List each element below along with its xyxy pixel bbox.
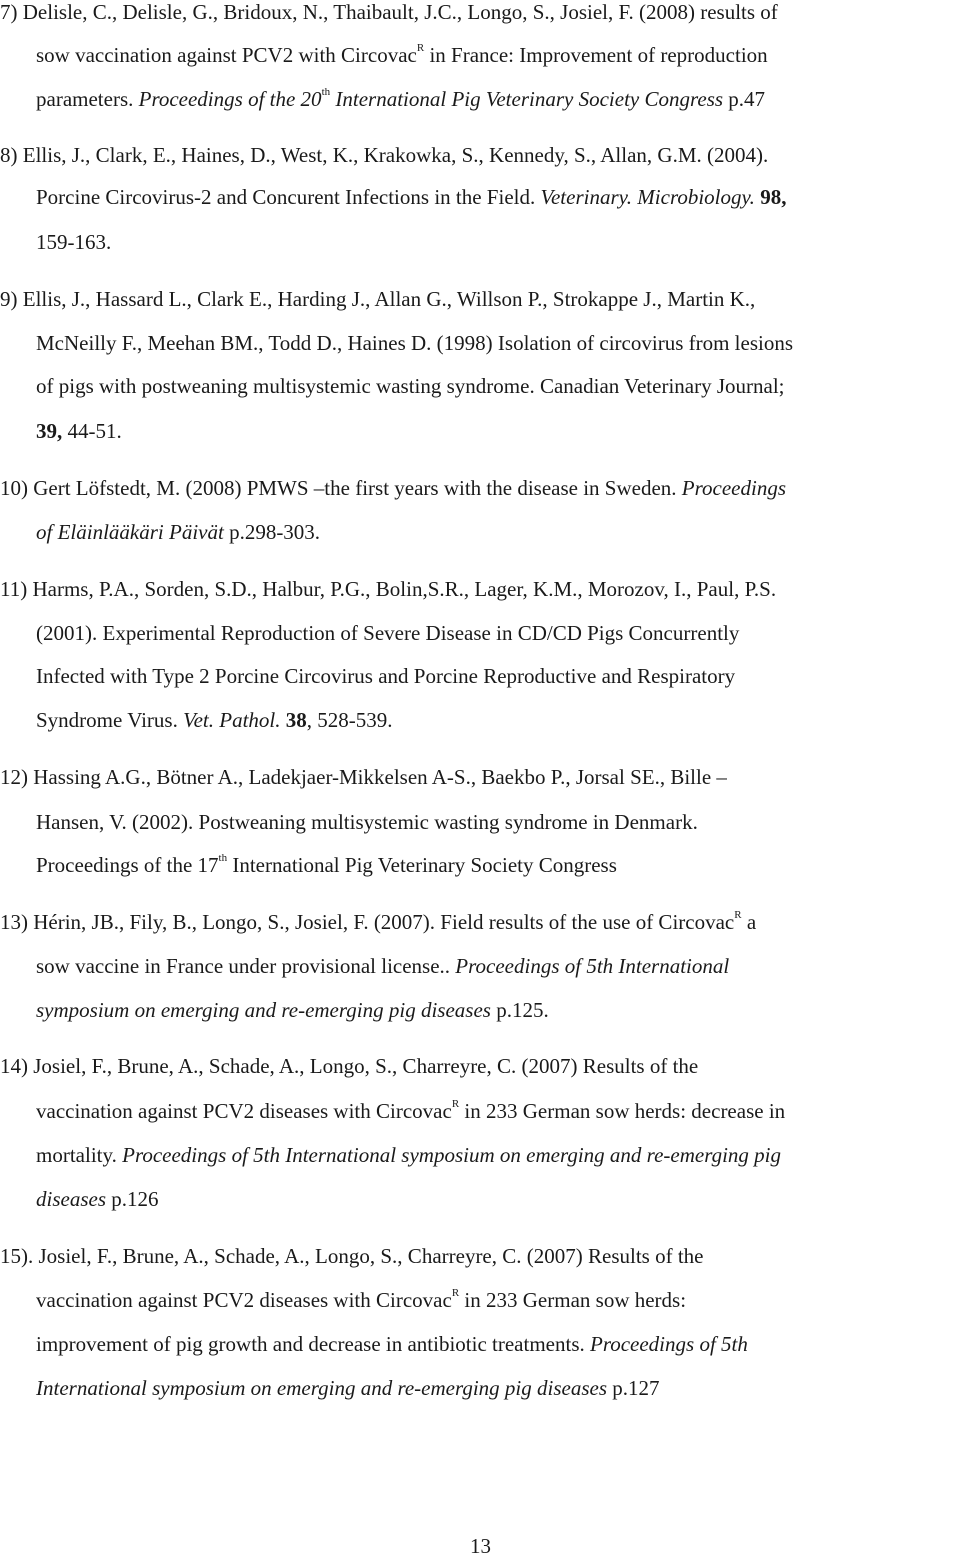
reference-text: Hansen, V. (2002). Postweaning multisystemic wasting syndrome in Denmark. — [36, 810, 698, 834]
reference-text: mortality. — [36, 1143, 123, 1167]
reference-line — [36, 187, 786, 208]
reference-text: of pigs with postweaning multisystemic wasting syndrome. Canadian Veterinary Journal; — [36, 374, 785, 398]
superscript-text: R — [451, 1098, 460, 1110]
reference-line — [0, 1056, 698, 1077]
reference-line — [0, 909, 757, 934]
reference-line — [36, 956, 729, 977]
reference-text: p.126 — [106, 1187, 159, 1211]
reference-text: 7) Delisle, C., Delisle, G., Bridoux, N., Thaibault, J.C., Longo, S., Josiel, F. (2008) results of — [0, 0, 778, 24]
reference-text: Proceedings of 5th — [590, 1332, 748, 1356]
reference-text: 12) Hassing A.G., Bötner A., Ladekjaer-Mikkelsen A-S., Baekbo P., Jorsal SE., Bille – — [0, 765, 727, 789]
reference-line — [36, 852, 617, 877]
reference-text: p.125. — [490, 998, 549, 1022]
reference-line — [0, 579, 776, 600]
reference-line — [36, 623, 739, 644]
reference-text: a — [741, 910, 757, 934]
reference-text: Veterinary. Microbiology. — [540, 185, 755, 209]
reference-text: in 233 German sow herds: decrease in — [459, 1099, 786, 1123]
superscript-text: th — [321, 86, 331, 98]
reference-line — [36, 1334, 748, 1355]
reference-line — [36, 522, 320, 543]
reference-text: p.47 — [723, 87, 766, 111]
reference-line — [36, 1098, 786, 1123]
reference-text: sow vaccine in France under provisional license.. — [36, 954, 456, 978]
reference-text: Proceedings of the 20 — [138, 87, 322, 111]
superscript-text: R — [734, 909, 742, 921]
reference-text: 159-163. — [36, 230, 112, 254]
reference-line — [36, 1287, 687, 1312]
reference-line — [36, 421, 122, 442]
reference-line — [0, 1246, 704, 1267]
reference-line — [36, 232, 111, 253]
reference-text: diseases — [36, 1187, 106, 1211]
reference-text: in France: Improvement of reproduction — [424, 43, 768, 67]
reference-text: 13) Hérin, JB., Fily, B., Longo, S., Josiel, F. (2007). Field results of the use of Circovac — [0, 910, 735, 934]
reference-text: in 233 German sow herds: — [459, 1288, 687, 1312]
superscript-text: R — [416, 42, 425, 54]
reference-line — [0, 2, 778, 23]
reference-text: Vet. Pathol. — [183, 708, 281, 732]
reference-text: 14) Josiel, F., Brune, A., Schade, A., Longo, S., Charreyre, C. (2007) Results of the — [0, 1054, 699, 1078]
reference-line — [36, 812, 698, 833]
reference-line — [0, 767, 727, 788]
reference-text: Proceedings of the 17 — [36, 853, 219, 877]
reference-line — [36, 1378, 660, 1399]
reference-text: International symposium on emerging and re-emerging pig diseases — [36, 1376, 608, 1400]
reference-text: , 528-539. — [306, 708, 393, 732]
reference-text: parameters. — [36, 87, 139, 111]
reference-text: p.127 — [607, 1376, 660, 1400]
reference-text: McNeilly F., Meehan BM., Todd D., Haines D. (1998) Isolation of circovirus from lesions — [36, 331, 794, 355]
page-number: 13 — [470, 1534, 491, 1558]
reference-text: (2001). Experimental Reproduction of Severe Disease in CD/CD Pigs Concurrently — [36, 621, 740, 645]
reference-text: Proceedings — [681, 476, 786, 500]
superscript-text: th — [218, 852, 228, 864]
reference-text: vaccination against PCV2 diseases with Circovac — [36, 1288, 452, 1312]
reference-text: 98, — [760, 185, 787, 209]
reference-text: 11) Harms, P.A., Sorden, S.D., Halbur, P.G., Bolin,S.R., Lager, K.M., Morozov, I., Paul, P.S. — [0, 577, 777, 601]
reference-text: vaccination against PCV2 diseases with Circovac — [36, 1099, 452, 1123]
reference-line — [36, 376, 785, 397]
reference-text: Porcine Circovirus-2 and Concurent Infections in the Field. — [36, 185, 541, 209]
reference-text: Infected with Type 2 Porcine Circovirus and Porcine Reproductive and Respiratory — [36, 664, 736, 688]
reference-line — [36, 42, 768, 67]
superscript-text: R — [451, 1287, 460, 1299]
reference-text: 38 — [285, 708, 307, 732]
reference-text: Proceedings of 5th International symposium on emerging and re-emerging pig — [122, 1143, 781, 1167]
reference-text: p.298-303. — [223, 520, 321, 544]
reference-text: Syndrome Virus. — [36, 708, 184, 732]
reference-line — [36, 1000, 549, 1021]
reference-text: International Pig Veterinary Society Congress — [330, 87, 724, 111]
reference-text: 8) Ellis, J., Clark, E., Haines, D., West, K., Krakowka, S., Kennedy, S., Allan, G.M. (2004). — [0, 143, 769, 167]
reference-text: 9) Ellis, J., Hassard L., Clark E., Harding J., Allan G., Willson P., Strokappe J., Martin K., — [0, 287, 756, 311]
reference-text: 15). Josiel, F., Brune, A., Schade, A., Longo, S., Charreyre, C. (2007) Results of the — [0, 1244, 704, 1268]
reference-text: 44-51. — [62, 419, 122, 443]
reference-text: sow vaccination against PCV2 with Circovac — [36, 43, 417, 67]
reference-line — [36, 710, 393, 731]
reference-text: Proceedings of 5th International — [455, 954, 730, 978]
reference-line — [36, 333, 793, 354]
reference-line — [0, 478, 786, 499]
reference-line — [0, 145, 768, 166]
reference-text: International Pig Veterinary Society Congress — [227, 853, 617, 877]
reference-text: 39, — [36, 419, 63, 443]
reference-text: improvement of pig growth and decrease in antibiotic treatments. — [36, 1332, 590, 1356]
reference-text: 10) Gert Löfstedt, M. (2008) PMWS –the first years with the disease in Sweden. — [0, 476, 682, 500]
reference-text: symposium on emerging and re-emerging pig diseases — [36, 998, 491, 1022]
reference-line — [36, 1145, 781, 1166]
reference-line — [0, 289, 755, 310]
reference-line — [36, 86, 766, 111]
reference-text: of Eläinlääkäri Päivät — [36, 520, 224, 544]
reference-line — [36, 1189, 159, 1210]
reference-line — [36, 666, 735, 687]
